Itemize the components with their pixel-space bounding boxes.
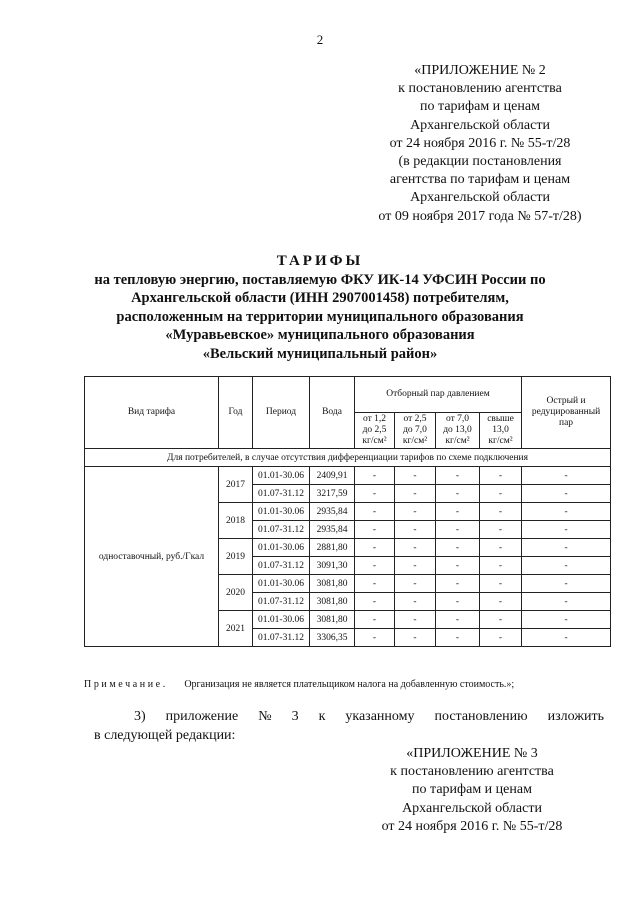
header-sharp-steam: Острый и редуцированный пар — [522, 377, 611, 449]
water-cell: 3081,80 — [310, 575, 355, 593]
water-cell: 3081,80 — [310, 593, 355, 611]
appendix-3-line: Архангельской области — [402, 800, 542, 816]
paragraph-line-1 — [94, 708, 604, 727]
dash-cell: - — [436, 521, 480, 539]
title-main: ТАРИФЫ — [276, 253, 364, 269]
tariff-label: одноставочный, руб./Гкал — [85, 467, 219, 647]
header-steam-col-line: до 7,0 — [403, 425, 427, 435]
water-cell: 2881,80 — [310, 539, 355, 557]
header-steam-col — [436, 413, 480, 449]
header-steam-col-line: до 13,0 — [443, 425, 472, 435]
consumers-row: Для потребителей, в случае отсутствия дифференциации тарифов по схеме подключения — [85, 449, 611, 467]
dash-cell: - — [480, 593, 522, 611]
paragraph-word: 3 — [291, 709, 299, 724]
dash-cell: - — [436, 593, 480, 611]
title-line: «Муравьевское» муниципального образования — [165, 327, 475, 344]
water-cell: 3217,59 — [310, 485, 355, 503]
period-cell: 01.01-30.06 — [253, 611, 310, 629]
year-cell: 2021 — [219, 611, 253, 647]
header-steam-col-line: кг/см² — [362, 436, 387, 446]
appendix-3-line: по тарифам и ценам — [412, 782, 532, 798]
title-line: расположенным на территории муниципального образования — [116, 308, 524, 325]
dash-cell: - — [436, 485, 480, 503]
dash-cell: - — [395, 575, 436, 593]
title-line: Архангельской области (ИНН 2907001458) потребителям, — [131, 290, 509, 307]
header-steam-col-line: кг/см² — [445, 436, 470, 446]
dash-cell: - — [436, 629, 480, 647]
dash-cell: - — [522, 467, 611, 485]
dash-cell: - — [436, 539, 480, 557]
paragraph-word: приложение — [165, 709, 239, 724]
appendix-2-line: Архангельской области — [410, 190, 550, 206]
header-steam-col-line: до 2,5 — [362, 425, 387, 435]
water-cell: 2935,84 — [310, 521, 355, 539]
document-title — [60, 252, 580, 364]
period-cell: 01.01-30.06 — [253, 503, 310, 521]
header-steam-col-line: от 2,5 — [403, 414, 427, 424]
water-cell: 3306,35 — [310, 629, 355, 647]
water-cell: 2409,91 — [310, 467, 355, 485]
dash-cell: - — [355, 521, 395, 539]
dash-cell: - — [522, 539, 611, 557]
header-steam-col-line: от 1,2 — [362, 414, 387, 424]
dash-cell: - — [436, 467, 480, 485]
period-cell: 01.01-30.06 — [253, 467, 310, 485]
period-cell: 01.01-30.06 — [253, 575, 310, 593]
header-period: Период — [253, 377, 310, 449]
dash-cell: - — [395, 629, 436, 647]
dash-cell: - — [395, 557, 436, 575]
dash-cell: - — [355, 593, 395, 611]
appendix-2-line: «ПРИЛОЖЕНИЕ № 2 — [414, 63, 546, 78]
period-cell: 01.07-31.12 — [253, 629, 310, 647]
dash-cell: - — [355, 557, 395, 575]
dash-cell: - — [480, 539, 522, 557]
appendix-2-line: Архангельской области — [410, 117, 550, 133]
dash-cell: - — [436, 557, 480, 575]
water-cell: 2935,84 — [310, 503, 355, 521]
page-number: 2 — [316, 32, 324, 47]
dash-cell: - — [395, 503, 436, 521]
dash-cell: - — [355, 503, 395, 521]
note — [84, 679, 624, 690]
title-line: на тепловую энергию, поставляемую ФКУ ИК-14 УФСИН России по — [94, 271, 546, 288]
water-cell: 3081,80 — [310, 611, 355, 629]
dash-cell: - — [480, 557, 522, 575]
dash-cell: - — [522, 611, 611, 629]
header-steam-col-line: свыше — [487, 414, 514, 424]
dash-cell: - — [522, 629, 611, 647]
appendix-2-line: от 09 ноября 2017 года № 57-т/28) — [378, 208, 582, 224]
dash-cell: - — [355, 539, 395, 557]
header-steam-col-line: кг/см² — [402, 436, 428, 446]
table-row — [85, 467, 611, 485]
appendix-3-line: «ПРИЛОЖЕНИЕ № 3 — [406, 746, 538, 761]
appendix-2-line: агентства по тарифам и ценам — [389, 172, 571, 188]
header-tariff-type: Вид тарифа — [85, 377, 219, 449]
year-cell: 2019 — [219, 539, 253, 575]
dash-cell: - — [522, 557, 611, 575]
paragraph-word: № — [258, 709, 272, 724]
dash-cell: - — [522, 485, 611, 503]
header-water: Вода — [310, 377, 355, 449]
year-cell: 2017 — [219, 467, 253, 503]
header-steam-col-line: от 7,0 — [445, 414, 470, 424]
header-steam-col — [395, 413, 436, 449]
dash-cell: - — [522, 521, 611, 539]
appendix-2-line: от 24 ноября 2016 г. № 55-т/28 — [389, 135, 571, 151]
header-year: Год — [219, 377, 253, 449]
amendment-paragraph — [94, 708, 604, 745]
paragraph-word: указанному — [345, 709, 415, 724]
dash-cell: - — [395, 611, 436, 629]
dash-cell: - — [436, 575, 480, 593]
header-steam-col-line: кг/см² — [488, 436, 513, 446]
dash-cell: - — [522, 593, 611, 611]
period-cell: 01.01-30.06 — [253, 539, 310, 557]
paragraph-line-2: в следующей редакции: — [94, 727, 236, 743]
tariff-table — [84, 376, 611, 647]
dash-cell: - — [395, 593, 436, 611]
dash-cell: - — [355, 629, 395, 647]
dash-cell: - — [395, 485, 436, 503]
dash-cell: - — [480, 575, 522, 593]
note-label: Примечание. — [84, 679, 168, 690]
dash-cell: - — [355, 575, 395, 593]
dash-cell: - — [480, 485, 522, 503]
period-cell: 01.07-31.12 — [253, 593, 310, 611]
dash-cell: - — [355, 467, 395, 485]
dash-cell: - — [480, 611, 522, 629]
dash-cell: - — [480, 521, 522, 539]
year-cell: 2018 — [219, 503, 253, 539]
header-steam-group: Отборный пар давлением — [355, 377, 522, 413]
year-cell: 2020 — [219, 575, 253, 611]
header-steam-col — [355, 413, 395, 449]
dash-cell: - — [480, 503, 522, 521]
period-cell: 01.07-31.12 — [253, 557, 310, 575]
header-steam-col — [480, 413, 522, 449]
dash-cell: - — [395, 467, 436, 485]
paragraph-word: изложить — [547, 709, 604, 724]
period-cell: 01.07-31.12 — [253, 521, 310, 539]
appendix-3-line: от 24 ноября 2016 г. № 55-т/28 — [381, 818, 563, 834]
dash-cell: - — [395, 539, 436, 557]
appendix-2-line: (в редакции постановления — [398, 154, 562, 170]
dash-cell: - — [522, 503, 611, 521]
dash-cell: - — [522, 575, 611, 593]
note-text: Организация не является плательщиком налога на добавленную стоимость.»; — [184, 679, 515, 690]
paragraph-word: к — [318, 709, 326, 724]
dash-cell: - — [395, 521, 436, 539]
dash-cell: - — [355, 611, 395, 629]
dash-cell: - — [436, 611, 480, 629]
appendix-3-header — [322, 745, 622, 836]
dash-cell: - — [480, 467, 522, 485]
appendix-2-line: по тарифам и ценам — [420, 99, 540, 115]
paragraph-word: постановлению — [434, 709, 528, 724]
water-cell: 3091,30 — [310, 557, 355, 575]
paragraph-word: 3) — [134, 709, 146, 724]
header-steam-col-line: 13,0 — [492, 425, 509, 435]
dash-cell: - — [355, 485, 395, 503]
appendix-3-line: к постановлению агентства — [390, 764, 554, 780]
dash-cell: - — [480, 629, 522, 647]
period-cell: 01.07-31.12 — [253, 485, 310, 503]
title-line: «Вельский муниципальный район» — [202, 345, 438, 362]
appendix-2-header — [330, 62, 630, 226]
dash-cell: - — [436, 503, 480, 521]
appendix-2-line: к постановлению агентства — [398, 81, 562, 97]
